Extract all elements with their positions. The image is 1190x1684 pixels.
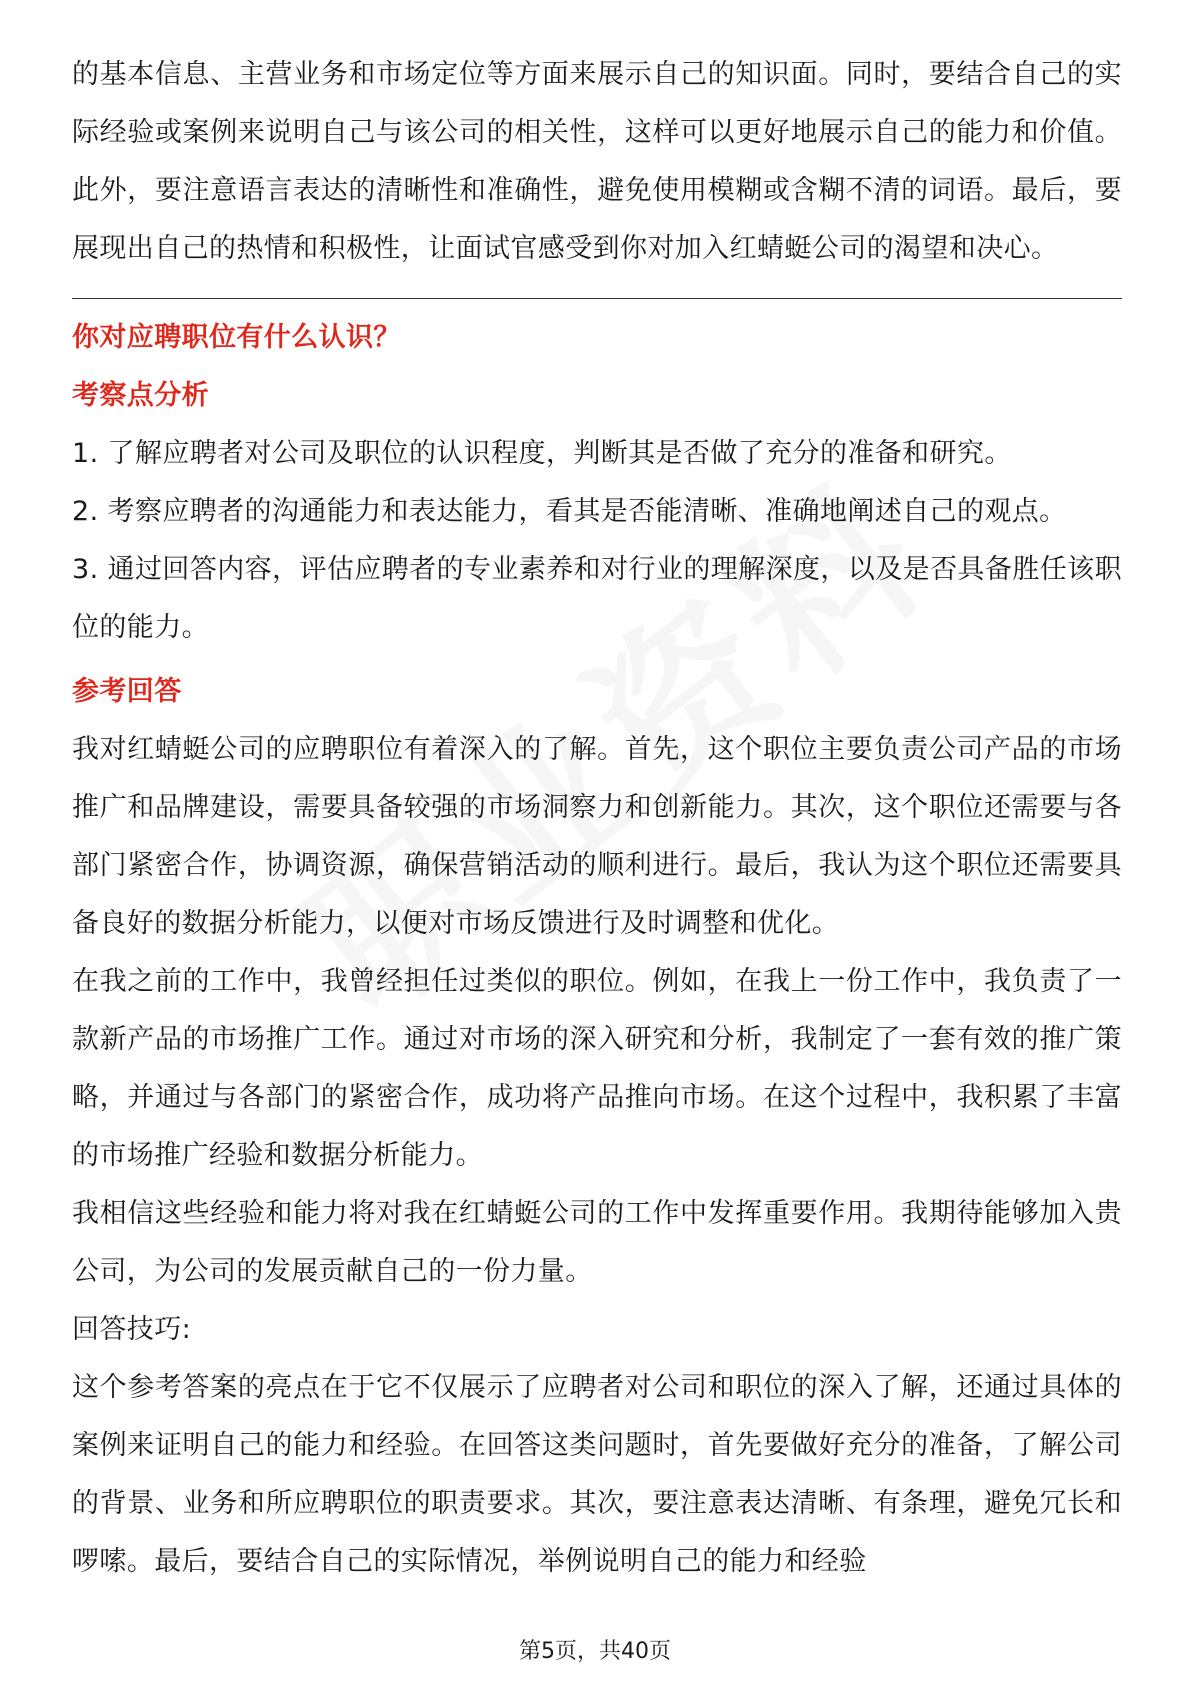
page-number: 第5页，共40页 [519,1639,671,1664]
question-heading: 你对应聘职位有什么认识？ [72,322,401,353]
page-content [72,46,1122,1591]
analysis-point-3: 3. 通过回答内容，评估应聘者的专业素养和对行业的理解深度，以及是否具备胜任该职位的能力。 [72,554,1122,643]
reference-paragraph-2: 在我之前的工作中，我曾经担任过类似的职位。例如，在我上一份工作中，我负责了一款新产品的市场推广工作。通过对市场的深入研究和分析，我制定了一套有效的推广策略，并通过与各部门的紧密合作，成功将产品推向市场。在这个过程中，我积累了丰富的市场推广经验和数据分析能力。 [72,966,1122,1171]
analysis-point-1: 1. 了解应聘者对公司及职位的认识程度，判断其是否做了充分的准备和研究。 [72,438,1012,469]
reference-paragraph-1: 我对红蜻蜓公司的应聘职位有着深入的了解。首先，这个职位主要负责公司产品的市场推广和品牌建设，需要具备较强的市场洞察力和创新能力。其次，这个职位还需要与各部门紧密合作，协调资源，确保营销活动的顺利进行。最后，我认为这个职位还需要具备良好的数据分析能力，以便对市场反馈进行及时调整和优化。 [72,734,1122,939]
tips-label: 回答技巧: [72,1314,192,1345]
analysis-point-2: 2. 考察应聘者的沟通能力和表达能力，看其是否能清晰、准确地阐述自己的观点。 [72,496,1067,527]
analysis-heading: 考察点分析 [72,380,209,411]
intro-paragraph: 的基本信息、主营业务和市场定位等方面来展示自己的知识面。同时，要结合自己的实际经验或案例来说明自己与该公司的相关性，这样可以更好地展示自己的能力和价值。此外，要注意语言表达的清晰性和准确性，避免使用模糊或含糊不清的词语。最后，要展现出自己的热情和积极性，让面试官感受到你对加入红蜻蜓公司的渴望和决心。 [72,59,1122,264]
reference-heading: 参考回答 [72,676,182,707]
section-divider [72,298,1122,299]
tips-paragraph: 这个参考答案的亮点在于它不仅展示了应聘者对公司和职位的深入了解，还通过具体的案例来证明自己的能力和经验。在回答这类问题时，首先要做好充分的准备，了解公司的背景、业务和所应聘职位的职责要求。其次，要注意表达清晰、有条理，避免冗长和啰嗦。最后，要结合自己的实际情况，举例说明自己的能力和经验 [72,1372,1122,1577]
reference-paragraph-3: 我相信这些经验和能力将对我在红蜻蜓公司的工作中发挥重要作用。我期待能够加入贵公司，为公司的发展贡献自己的一份力量。 [72,1198,1122,1287]
